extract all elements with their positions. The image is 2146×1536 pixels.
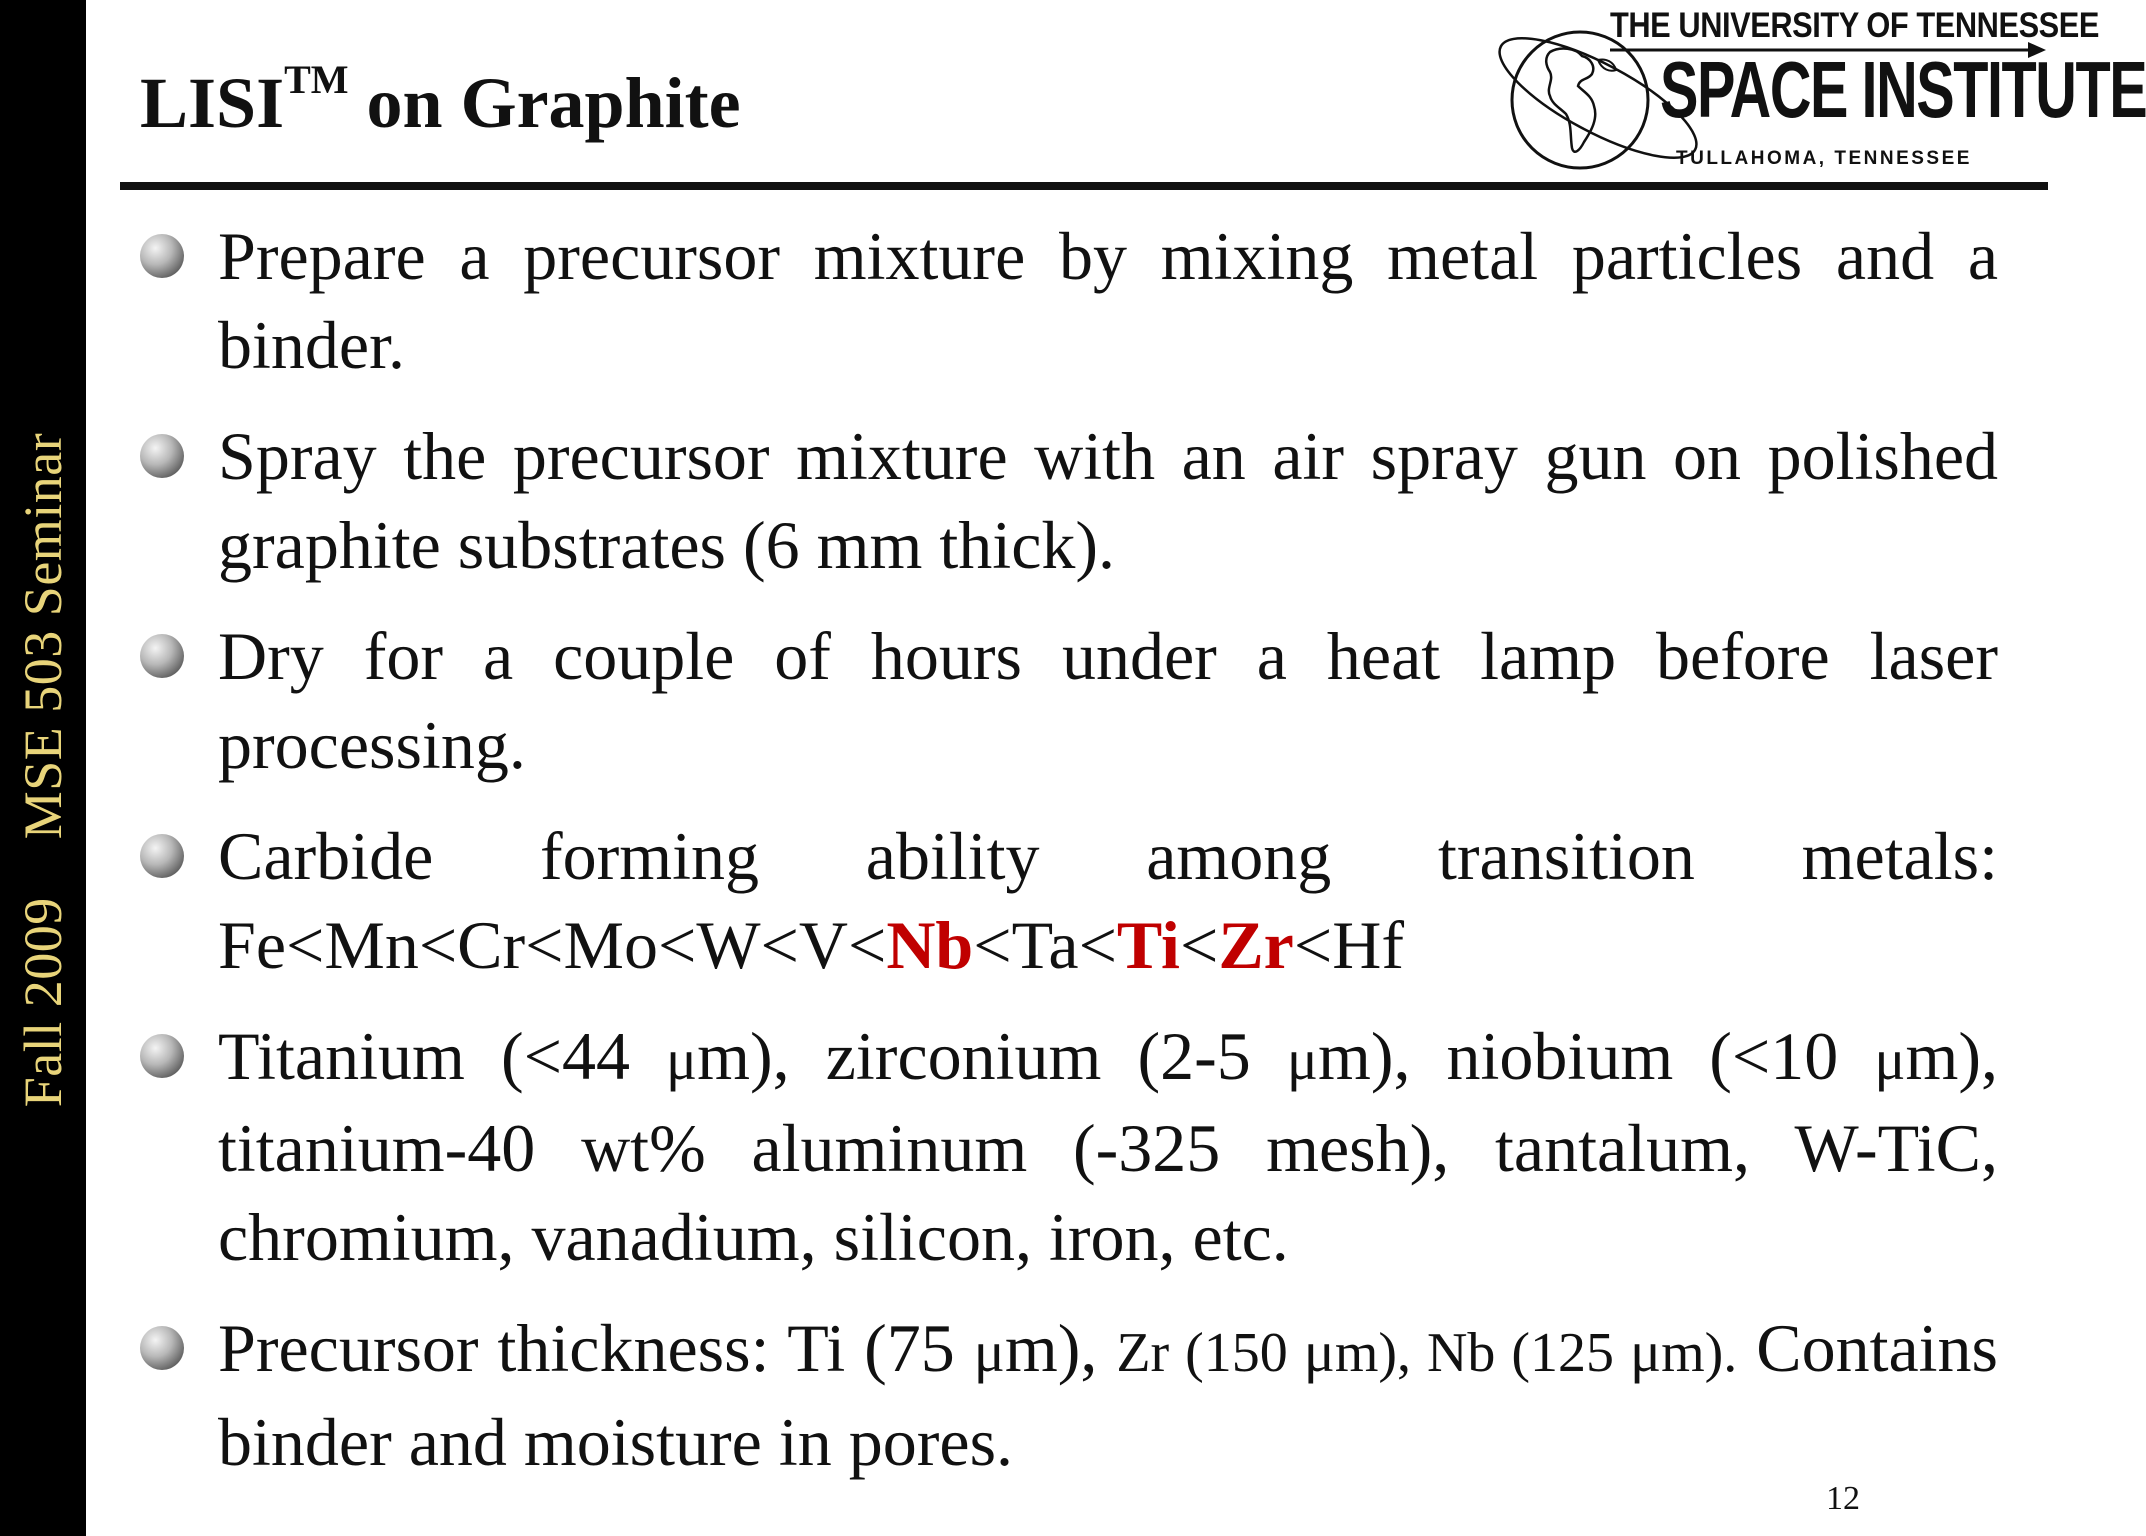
semester-label: Fall 2009: [13, 897, 73, 1108]
bullet-item: Dry for a couple of hours under a heat lamp before laser processing.: [140, 612, 1998, 790]
bullet-item: Spray the precursor mixture with an air spray gun on polished graphite substrates (6 mm thick).: [140, 412, 1998, 590]
carbide-sequence: Fe<Mn<Cr<Mo<W<V<Nb<Ta<Ti<Zr<Hf: [218, 907, 1404, 983]
bullet-item: Prepare a precursor mixture by mixing metal particles and a binder.: [140, 212, 1998, 390]
trademark: TM: [284, 57, 349, 102]
bullet-list: [140, 212, 1998, 1509]
logo-location: TULLAHOMA, TENNESSEE: [1676, 148, 1972, 169]
logo-institute-name: SPACE INSTITUTE: [1660, 45, 2146, 134]
bullet-icon: [140, 834, 184, 878]
university-logo: [1480, 0, 2146, 176]
bullet-icon: [140, 234, 184, 278]
highlight-zr: Zr: [1218, 907, 1294, 983]
logo-university-name: THE UNIVERSITY OF TENNESSEE: [1610, 6, 2100, 45]
highlight-ti: Ti: [1116, 907, 1180, 983]
slide-title: LISI™ on Graphite: [140, 57, 741, 143]
bullet-icon: [140, 434, 184, 478]
page-number: 12: [1826, 1480, 1860, 1517]
sidebar: [0, 0, 86, 1536]
course-label: MSE 503 Seminar: [13, 432, 73, 840]
title-divider: [120, 182, 2048, 190]
bullet-icon: [140, 1034, 184, 1078]
bullet-item: Precursor thickness: Ti (75 μm), Zr (150 μm), Nb (125 μm). Contains binder and moisture in pores.: [140, 1304, 1998, 1487]
highlight-nb: Nb: [886, 907, 974, 983]
bullet-icon: [140, 1326, 184, 1370]
bullet-icon: [140, 634, 184, 678]
bullet-item: Titanium (<44 μm), zirconium (2-5 μm), niobium (<10 μm), titanium-40 wt% aluminum (-325 mesh), tantalum, W-TiC, chromium, vanadium, silicon, iron, etc.: [140, 1012, 1998, 1282]
sidebar-label: [12, 433, 74, 1108]
bullet-item: Carbide forming ability among transition metals: Fe<Mn<Cr<Mo<W<V<Nb<Ta<Ti<Zr<Hf: [140, 812, 1998, 990]
